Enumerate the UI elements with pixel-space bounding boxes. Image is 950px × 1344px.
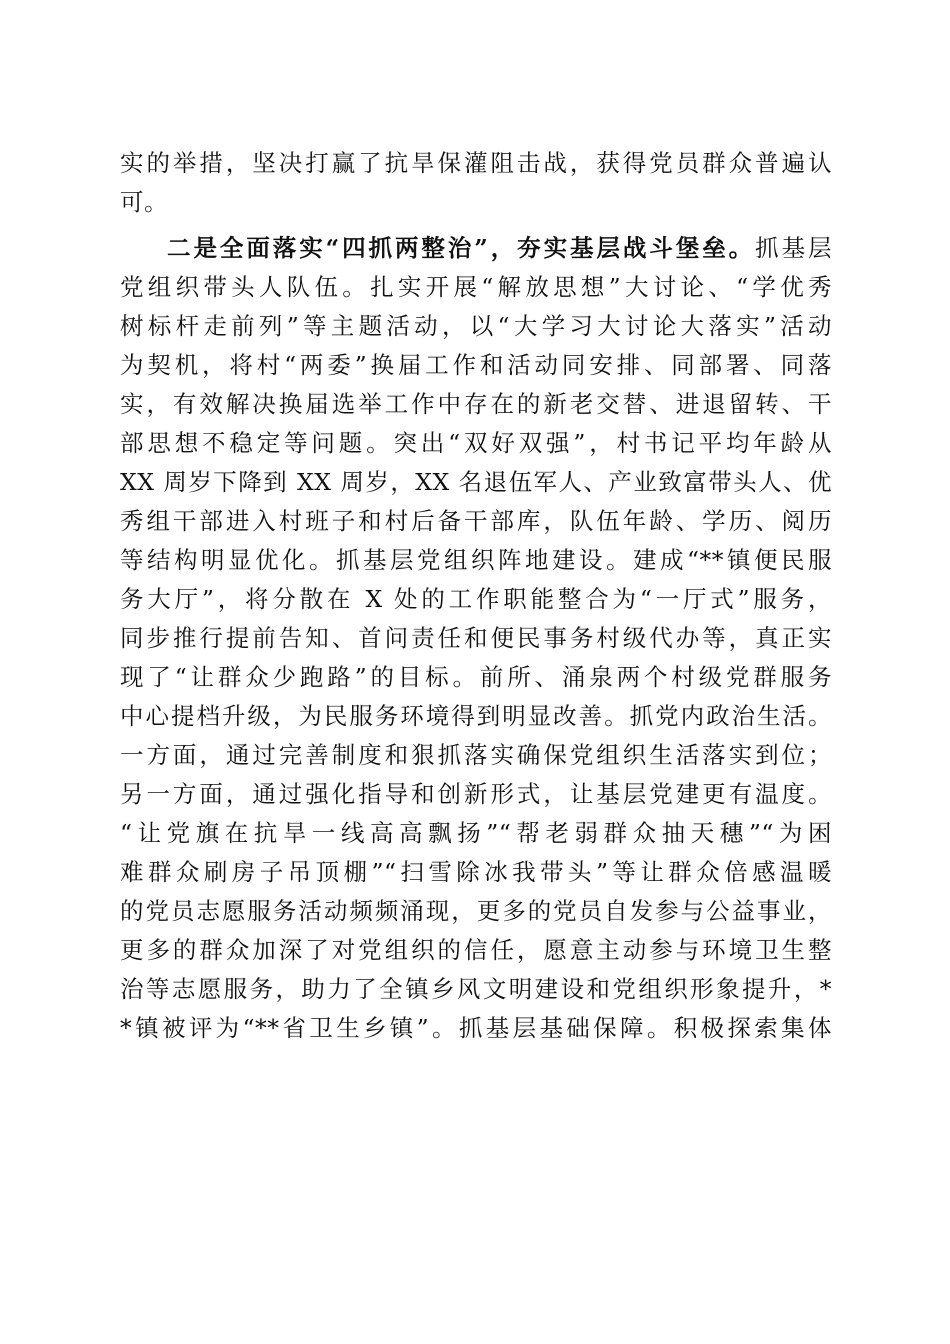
text-line: 更多的群众加深了对党组织的信任，愿意主动参与环境卫生整 bbox=[120, 936, 832, 964]
text-line: *镇被评为“**省卫生乡镇”。抓基层基础保障。积极探索集体 bbox=[120, 1014, 832, 1042]
text-line: 实的举措，坚决打赢了抗旱保灌阻击战，获得党员群众普遍认 bbox=[120, 149, 832, 177]
text-line: 等结构明显优化。抓基层党组织阵地建设。建成“**镇便民服 bbox=[120, 546, 832, 574]
paragraph-2 bbox=[120, 229, 832, 1048]
text-line: 可。 bbox=[120, 188, 168, 216]
paragraph-first-line bbox=[120, 229, 832, 268]
text-line: 现了“让群众少跑路”的目标。前所、涌泉两个村级党群服务 bbox=[120, 663, 832, 691]
text-line: “让党旗在抗旱一线高高飘扬”“帮老弱群众抽天穗”“为困 bbox=[120, 819, 832, 847]
paragraph-1 bbox=[120, 144, 832, 222]
text-line: 树标杆走前列”等主题活动，以“大学习大讨论大落实”活动 bbox=[120, 312, 832, 340]
text-line: XX 周岁下降到 XX 周岁，XX 名退伍军人、产业致富带头人、优 bbox=[120, 468, 832, 496]
paragraph-lead: 二是全面落实“四抓两整治”，夯实基层战斗堡垒。 bbox=[167, 234, 756, 262]
text-line: 部思想不稳定等问题。突出“双好双强”，村书记平均年龄从 bbox=[120, 429, 832, 457]
text-line: 党组织带头人队伍。扎实开展“解放思想”大讨论、“学优秀 bbox=[120, 273, 832, 301]
text-line: 同步推行提前告知、首问责任和便民事务村级代办等，真正实 bbox=[120, 624, 832, 652]
text-line: 治等志愿服务，助力了全镇乡风文明建设和党组织形象提升，* bbox=[120, 975, 832, 1003]
text-line: 另一方面，通过强化指导和创新形式，让基层党建更有温度。 bbox=[120, 780, 832, 808]
text-line: 务大厅”，将分散在 X 处的工作职能整合为“一厅式”服务， bbox=[120, 585, 832, 613]
text-line: 为契机，将村“两委”换届工作和活动同安排、同部署、同落 bbox=[120, 351, 832, 379]
text-line: 一方面，通过完善制度和狠抓落实确保党组织生活落实到位； bbox=[120, 741, 832, 769]
text-line: 中心提档升级，为民服务环境得到明显改善。抓党内政治生活。 bbox=[120, 702, 832, 730]
text-fragment: 抓基层 bbox=[755, 234, 833, 262]
text-line: 秀组干部进入村班子和村后备干部库，队伍年龄、学历、阅历 bbox=[120, 507, 832, 535]
text-line: 难群众刷房子吊顶棚”“扫雪除冰我带头”等让群众倍感温暖 bbox=[120, 858, 832, 886]
text-line: 的党员志愿服务活动频频涌现，更多的党员自发参与公益事业， bbox=[120, 897, 832, 925]
text-line: 实，有效解决换届选举工作中存在的新老交替、进退留转、干 bbox=[120, 390, 832, 418]
